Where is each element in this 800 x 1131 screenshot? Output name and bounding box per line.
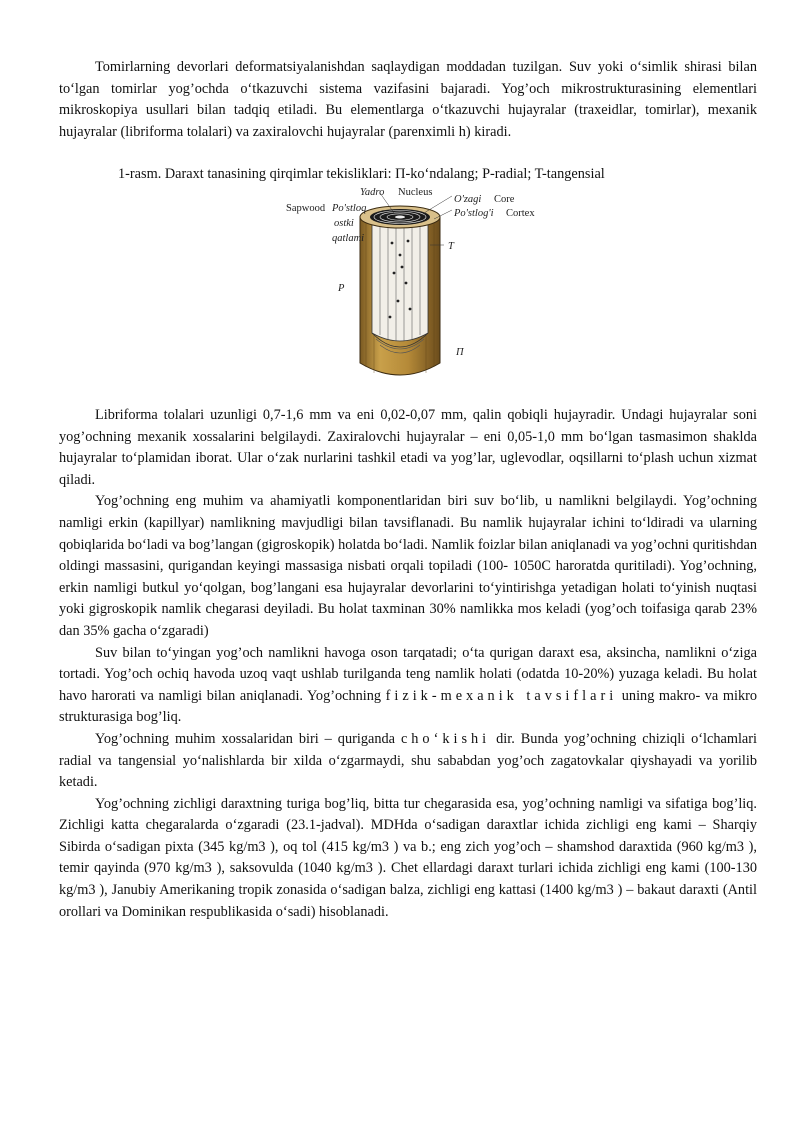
paragraph-libriform: Libriforma tolalari uzunligi 0,7-1,6 mm va eni 0,02-0,07 mm, qalin qobiqli hujayradir. Undagi hujayralar soni yog’ochning mexanik xossalarini belgilaydi. Zaxiralovchi hujayralar – eni 0,05-1,0 mm bo‘lgan tasmasimon shaklda hujayralar to‘plamidan iborat. Ular o‘zak nurlarini tashkil etadi va yog’lar, uglevodlar, oqsillarni to‘plash uchun xizmat qiladi. [59, 407, 757, 488]
label-qatlami: qatlami [332, 233, 365, 244]
text-block-bottom [59, 405, 757, 923]
shrinkage-spaced-term: cho‘kishi [400, 730, 491, 747]
label-nucleus: Nucleus [398, 187, 433, 198]
label-ozagi: O'zagi [454, 194, 482, 205]
label-t: T [448, 241, 454, 252]
paragraph-density: Yog’ochning zichligi daraxtning turiga bog’liq, bitta tur chegarasida esa, yog’ochning namligi va sifatiga bog’liq. Zichligi katta chegaralarda o‘zgaradi (23.1-jadval). MDHda o‘sadigan daraxtlar ichida zichligi eng kami – Sharqiy Sibirda o‘sadigan pixta (345 kg/m3 ), oq tol (415 kg/m3 ) va b.; eng zich yog’och – shamshod daraxtida (960 kg/m3 ), temir qayinda (970 kg/m3 ), saksovulda (1040 kg/m3 ). Chet ellardagi daraxt turlari ichida zichligi eng kami (100-130 kg/m3 ), Janubiy Amerikaning tropik zonasida o‘sadigan balza, zichligi eng kattasi (1400 kg/m3 ) – bakaut daraxti (Antil orollari va Dominikan respublikasida o‘sadi) hisoblanadi. [59, 795, 757, 920]
label-p: P [338, 283, 345, 294]
figure-caption: 1-rasm. Daraxt tanasining qirqimlar tekisliklari: П-ko‘ndalang; P-radial; T-tangensial [118, 166, 605, 182]
equilibrium-spaced-term: fizik-mexanik tavsiflari [385, 687, 618, 704]
paragraph-equilibrium [59, 643, 757, 729]
equilibrium-text-b: uning makro- va mikro strukturasiga bog’liq. [59, 687, 757, 726]
trunk-illustration [284, 183, 535, 389]
equilibrium-text-a: Suv bilan to‘yingan yog’och namlikni havoga oson tarqatadi; o‘ta qurigan daraxt esa, aksincha, namlikni o‘ziga tortadi. Yog’och ochiq havoda uzoq vaqt ushlab turilganda teng namlik holati (odatda 10-20%) yuzaga keladi. Bu holat havo harorati va namligi bilan aniqlanadi. Yog’ochning [59, 644, 757, 704]
shrinkage-text-b: dir. Bunda yog’ochning chiziqli o‘lchamlari radial va tangensial yo‘nalishlarda bir xilda o‘zgarmaydi, shu sababdan yog’och zagatovkalar qiyshayadi va yorilib ketadi. [59, 730, 758, 791]
label-sapwood: Sapwood [286, 203, 326, 214]
paragraph-moisture: Yog’ochning eng muhim va ahamiyatli komponentlaridan biri suv bo‘lib, u namlikni belgilaydi. Yog’ochning namligi erkin (kapillyar) namlikning mavjudligi bilan tavsiflanadi. Bu namlik hujayralar ichini to‘ldiradi va ularning qobiqlarida bo‘ladi va bog’langan (gigroskopik) holatda bo‘ladi. Namlik foizlar bilan aniqlanadi va yog’ochni quritishdan oldingi massasini, qurigandan keyingi massasiga nisbati orqali topiladi (100- 1050C haroratda quritiladi). Yog’ochning, erkin namligi butkul yo‘qolgan, bog’langani esa hujayralar devorlarini to‘yintirishga yetadigan holati to‘yinish nuqtasi yoki gigroskopik namlik chegarasi deyiladi. Bu holat taxminan 30% namlikka mos keladi (yog’och toifasiga qarab 23% dan 35% gacha o‘zgaradi) [59, 493, 757, 639]
label-cortex: Cortex [506, 208, 535, 219]
text-block-top [59, 57, 757, 143]
paragraph-shrinkage [59, 729, 757, 794]
label-ostki: ostki [334, 218, 354, 229]
inner-cut [372, 217, 428, 341]
label-postloq: Po'stloq [332, 203, 367, 214]
label-core: Core [494, 194, 515, 205]
label-yadro: Yadro [360, 187, 385, 198]
paragraph-vessels: Tomirlarning devorlari deformatsiyalanishdan saqlaydigan moddadan tuzilgan. Suv yoki o‘simlik shirasi bilan to‘lgan tomirlar yog’ochda o‘tkazuvchi sistema vazifasini bajaradi. Yog’och mikrostrukturasining elementlari mikroskopiya usullari bilan tadqiq etiladi. Bu elementlarga o‘tkazuvchi hujayralar (traxeidlar, tomirlar), mexanik hujayralar (libriforma tolalari) va zaxiralovchi hujayralar (parenximli h) kiradi. [59, 59, 757, 140]
label-pi: П [456, 347, 464, 358]
figure-trunk-cross-section [284, 183, 535, 389]
shrinkage-text-a: Yog’ochning muhim xossalaridan biri – quriganda [95, 730, 395, 747]
label-postlogi: Po'stlog'i [454, 208, 494, 219]
